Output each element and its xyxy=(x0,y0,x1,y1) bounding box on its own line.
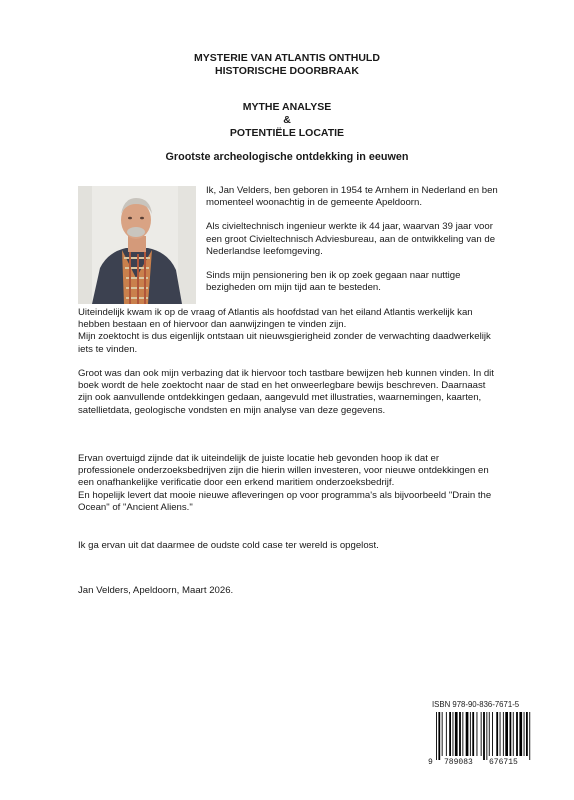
paragraph-investment-b: En hopelijk levert dat mooie nieuwe afleveringen op voor programma's als bijvoorbeeld "Drain the Ocean" of "Ancient Aliens." xyxy=(78,489,492,513)
author-signature: Jan Velders, Apeldoorn, Maart 2026. xyxy=(78,585,234,596)
isbn-barcode xyxy=(426,700,536,770)
title-line-1: MYSTERIE VAN ATLANTIS ONTHULD xyxy=(194,52,380,64)
barcode-bar xyxy=(510,712,512,756)
book-title xyxy=(0,52,574,78)
isbn-number: ISBN 978-90-836-7671-5 xyxy=(432,700,520,709)
paragraph-evidence: Groot was dan ook mijn verbazing dat ik hiervoor toch tastbare bewijzen heb kunnen vinden. In dit boek wordt de hele zoektocht naar de stad en het onweerlegbare bewijs beschreven. Daarnaast zijn ook aanvullende ontdekkingen gedaan, aangevuld met illustraties, waarnemingen, kaarten, satellietdata, geologische vondsten en mijn analyse van deze gegevens. xyxy=(78,368,494,416)
title-line-2: HISTORISCHE DOORBRAAK xyxy=(215,65,359,77)
barcode-bar xyxy=(503,712,504,756)
barcode-lead-digit: 9 xyxy=(428,758,433,767)
subtitle-line-3: POTENTIËLE LOCATIE xyxy=(229,127,345,139)
barcode-bar xyxy=(486,712,487,760)
paragraph-investment-a: Ervan overtuigd zijnde dat ik uiteindelijk de juiste locatie heb gevonden hoop ik dat er professionele onderzoeksbedrijven zijn die hierin willen investeren, voor nieuwe ontdekkingen en een onafhankelijke verificatie door een erkend maritiem onderzoeksbedrijf. xyxy=(78,453,489,489)
barcode-bar xyxy=(500,712,501,756)
paragraph-conclusion: Ik ga ervan uit dat daarmee de oudste cold case ter wereld is opgelost. xyxy=(78,540,379,551)
subtitle-line-1: MYTHE ANALYSE xyxy=(242,101,332,113)
barcode-bar xyxy=(449,712,451,756)
barcode-right-digits: 676715 xyxy=(489,758,518,767)
barcode-bars xyxy=(426,712,536,762)
intro-paragraph-1: Ik, Jan Velders, ben geboren in 1954 te Arnhem in Nederland en ben momenteel woonachtig in de gemeente Apeldoorn. xyxy=(206,185,498,209)
barcode-bar xyxy=(496,712,498,756)
barcode-bar xyxy=(446,712,447,756)
barcode-bar xyxy=(489,712,490,756)
barcode-bar xyxy=(438,712,440,760)
barcode-bar xyxy=(483,712,485,760)
author-photo xyxy=(78,186,196,304)
barcode-bar xyxy=(519,712,522,756)
barcode-bar xyxy=(526,712,528,756)
paragraph-quest-b: Mijn zoektocht is dus eigenlijk ontstaan uit nieuwsgierigheid zonder de verwachting daadwerkelijk iets te vinden. xyxy=(78,331,491,355)
barcode-bar xyxy=(492,712,493,756)
paragraph-quest-a: Uiteindelijk kwam ik op de vraag of Atlantis als hoofdstad van het eiland Atlantis werkelijk kan hebben bestaan en of hiervoor dan aanwijzingen te vinden zijn. xyxy=(78,307,473,331)
barcode-bar xyxy=(453,712,454,756)
barcode-bar xyxy=(472,712,474,756)
book-subtitle xyxy=(0,101,574,140)
barcode-left-digits: 789083 xyxy=(444,758,473,767)
barcode-bar xyxy=(455,712,458,756)
barcode-bar xyxy=(466,712,469,756)
barcode-bar xyxy=(462,712,463,756)
barcode-bar xyxy=(481,712,482,756)
barcode-bar xyxy=(470,712,471,756)
barcode-bar xyxy=(524,712,525,756)
intro-paragraph-3: Sinds mijn pensionering ben ik op zoek gegaan naar nuttige bezigheden om mijn tijd aan te besteden. xyxy=(206,270,461,294)
author-portrait-illustration xyxy=(78,186,196,304)
barcode-bar xyxy=(513,712,514,756)
paragraph-investment xyxy=(78,453,498,514)
barcode-bar xyxy=(516,712,518,756)
tagline: Grootste archeologische ontdekking in eeuwen xyxy=(165,151,409,163)
subtitle-ampersand: & xyxy=(283,114,291,126)
barcode-bar xyxy=(442,712,443,756)
barcode-bar xyxy=(459,712,461,756)
intro-paragraph-2: Als civieltechnisch ingenieur werkte ik 44 jaar, waarvan 39 jaar voor een groot Civieltechnisch Adviesbureau, aan de ontwikkeling van de Nederlandse leefomgeving. xyxy=(206,221,496,257)
barcode-bar xyxy=(477,712,478,756)
barcode-bar xyxy=(529,712,530,760)
paragraph-quest xyxy=(78,307,498,356)
intro-text xyxy=(206,185,506,294)
barcode-bar xyxy=(505,712,508,756)
barcode-bar xyxy=(436,712,437,760)
